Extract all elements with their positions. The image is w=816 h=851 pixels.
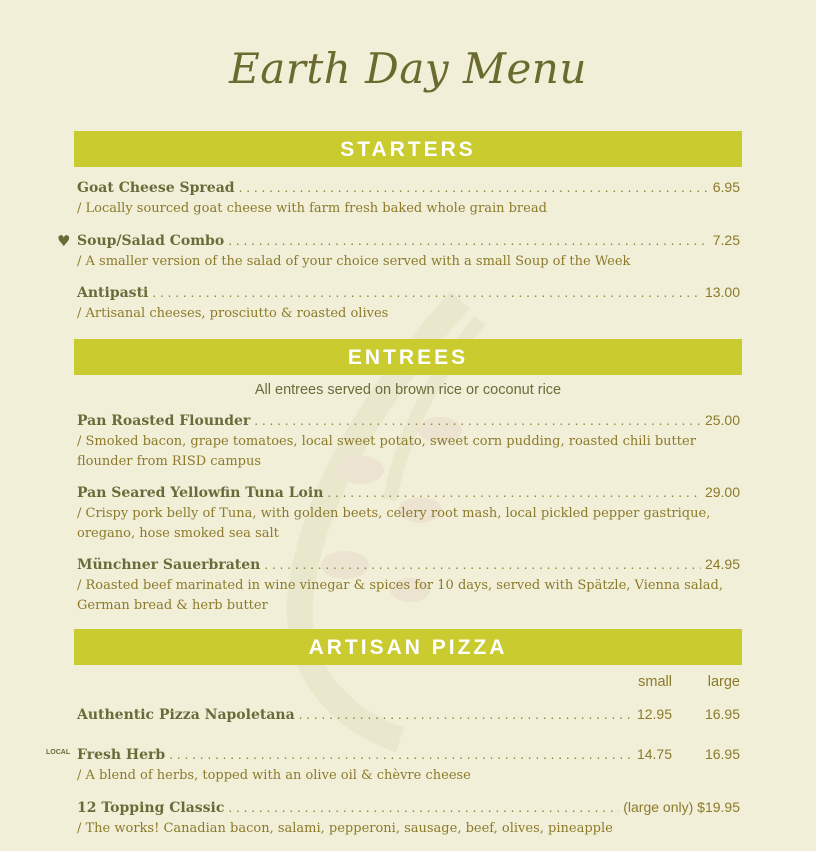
menu-item bbox=[77, 484, 740, 543]
item-price-small: 14.75 bbox=[636, 746, 672, 762]
entrees-list bbox=[77, 412, 740, 628]
dot-leader bbox=[169, 748, 633, 762]
dot-leader bbox=[327, 486, 701, 500]
dot-leader bbox=[254, 414, 701, 428]
item-price-large: 16.95 bbox=[704, 746, 740, 762]
menu-item bbox=[77, 179, 740, 219]
item-name: Münchner Sauerbraten bbox=[77, 557, 261, 573]
item-name: Soup/Salad Combo bbox=[77, 232, 225, 249]
dot-leader bbox=[228, 234, 709, 248]
size-large-label: large bbox=[707, 674, 740, 690]
section-heading-pizza: ARTISAN PIZZA bbox=[74, 629, 742, 665]
local-badge: LOCAL bbox=[46, 749, 71, 756]
item-name: Pan Roasted Flounder bbox=[77, 413, 251, 429]
item-name: Authentic Pizza Napoletana bbox=[77, 707, 295, 723]
item-price: 7.25 bbox=[712, 231, 740, 248]
item-description: / Smoked bacon, grape tomatoes, local sweet potato, sweet corn pudding, roasted chili butter flounder from RISD campus bbox=[77, 434, 696, 469]
menu-item bbox=[77, 284, 740, 324]
item-name: Pan Seared Yellowfin Tuna Loin bbox=[77, 485, 324, 501]
entrees-note: All entrees served on brown rice or coconut rice bbox=[254, 382, 562, 398]
item-description: / A blend of herbs, topped with an olive oil & chèvre cheese bbox=[77, 768, 471, 783]
section-heading-starters: STARTERS bbox=[74, 131, 742, 167]
item-price: 6.95 bbox=[712, 179, 740, 195]
item-name: Antipasti bbox=[77, 285, 149, 301]
item-description: / The works! Canadian bacon, salami, pepperoni, sausage, beef, olives, pineapple bbox=[77, 820, 613, 836]
menu-item bbox=[77, 799, 740, 839]
menu-item bbox=[77, 412, 740, 471]
item-price-large: 16.95 bbox=[704, 706, 740, 722]
item-description: / Crispy pork belly of Tuna, with golden beets, celery root mash, local pickled pepper gastrique, oregano, hose smoked sea salt bbox=[77, 506, 711, 541]
item-price: (large only) $19.95 bbox=[623, 798, 740, 815]
item-price: 25.00 bbox=[704, 412, 740, 428]
item-name: Fresh Herb bbox=[77, 747, 166, 763]
dot-leader bbox=[152, 286, 701, 300]
dot-leader bbox=[239, 181, 709, 195]
menu-item bbox=[77, 556, 740, 615]
item-name: Goat Cheese Spread bbox=[77, 180, 235, 196]
item-description: / A smaller version of the salad of your choice served with a small Soup of the Week bbox=[77, 253, 631, 269]
item-price: 24.95 bbox=[704, 556, 740, 572]
dot-leader bbox=[228, 801, 619, 815]
item-price-small: 12.95 bbox=[636, 706, 672, 722]
menu-item bbox=[46, 746, 740, 786]
item-name: 12 Topping Classic bbox=[77, 799, 225, 816]
heart-icon: ♥ bbox=[57, 231, 71, 250]
section-heading-entrees: ENTREES bbox=[74, 339, 742, 375]
item-description: / Locally sourced goat cheese with farm fresh baked whole grain bread bbox=[77, 201, 547, 216]
item-price: 13.00 bbox=[704, 284, 740, 300]
item-price: 29.00 bbox=[704, 484, 740, 500]
starters-list bbox=[57, 179, 740, 337]
item-description: / Roasted beef marinated in wine vinegar & spices for 10 days, served with Spätzle, Vienna salad, German bread & herb butter bbox=[77, 578, 723, 613]
dot-leader bbox=[299, 708, 633, 722]
dot-leader bbox=[264, 558, 701, 572]
size-small-label: small bbox=[638, 674, 672, 690]
menu-item bbox=[77, 706, 740, 726]
pizza-list bbox=[46, 706, 740, 851]
item-description: / Artisanal cheeses, prosciutto & roasted olives bbox=[77, 306, 389, 321]
menu-item bbox=[57, 231, 740, 272]
size-headers bbox=[600, 674, 740, 690]
page-title: Earth Day Menu bbox=[229, 44, 587, 93]
